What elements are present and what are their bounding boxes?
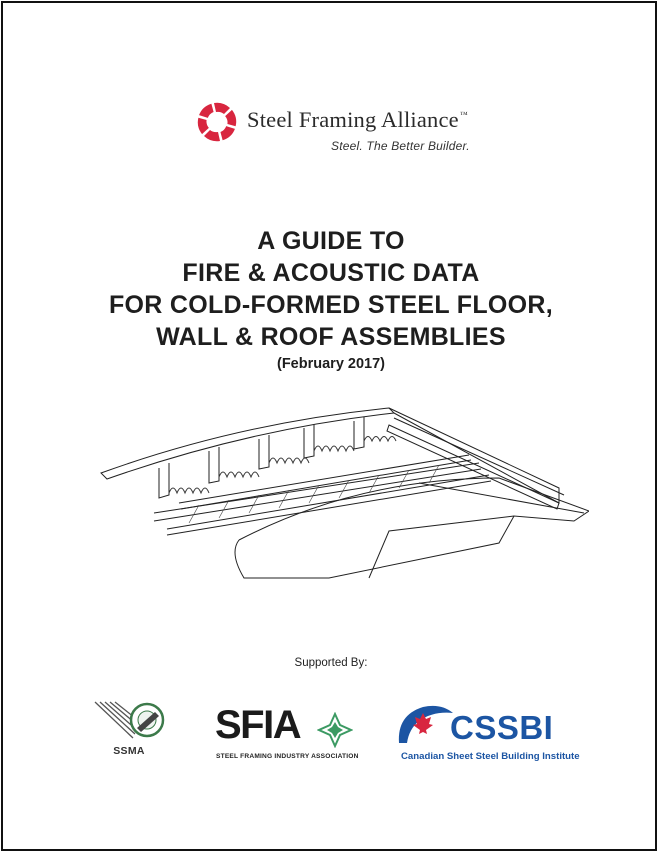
document-page [1, 1, 657, 851]
org-name: Steel Framing Alliance™ [247, 107, 468, 132]
sfia-wordmark: SFIA [215, 703, 301, 747]
cssbi-wordmark: CSSBI [450, 709, 554, 746]
floor-assembly-illustration [89, 403, 589, 583]
cssbi-subtitle: Canadian Sheet Steel Building Institute [401, 751, 580, 762]
sfia-logo [215, 703, 365, 769]
ssma-logo [91, 698, 171, 764]
title-line-3: FOR COLD-FORMED STEEL FLOOR, [108, 291, 554, 319]
cssbi-logo [393, 703, 583, 773]
title-line-1: A GUIDE TO [257, 227, 405, 255]
title-line-2: FIRE & ACOUSTIC DATA [182, 259, 480, 287]
document-title [3, 225, 659, 375]
sfia-star-icon [317, 712, 353, 748]
sfia-subtitle: STEEL FRAMING INDUSTRY ASSOCIATION [216, 753, 359, 760]
title-line-4: WALL & ROOF ASSEMBLIES [156, 323, 506, 351]
steel-framing-alliance-logo [193, 97, 493, 159]
supported-by-label: Supported By: [294, 657, 368, 669]
org-tagline: Steel. The Better Builder. [331, 139, 470, 153]
ssma-label: SSMA [113, 745, 145, 757]
ssma-emblem-icon [91, 698, 171, 744]
sfa-pinwheel-icon [195, 100, 239, 144]
cssbi-maple-leaf-icon [393, 703, 455, 747]
publication-date: (February 2017) [277, 356, 385, 372]
